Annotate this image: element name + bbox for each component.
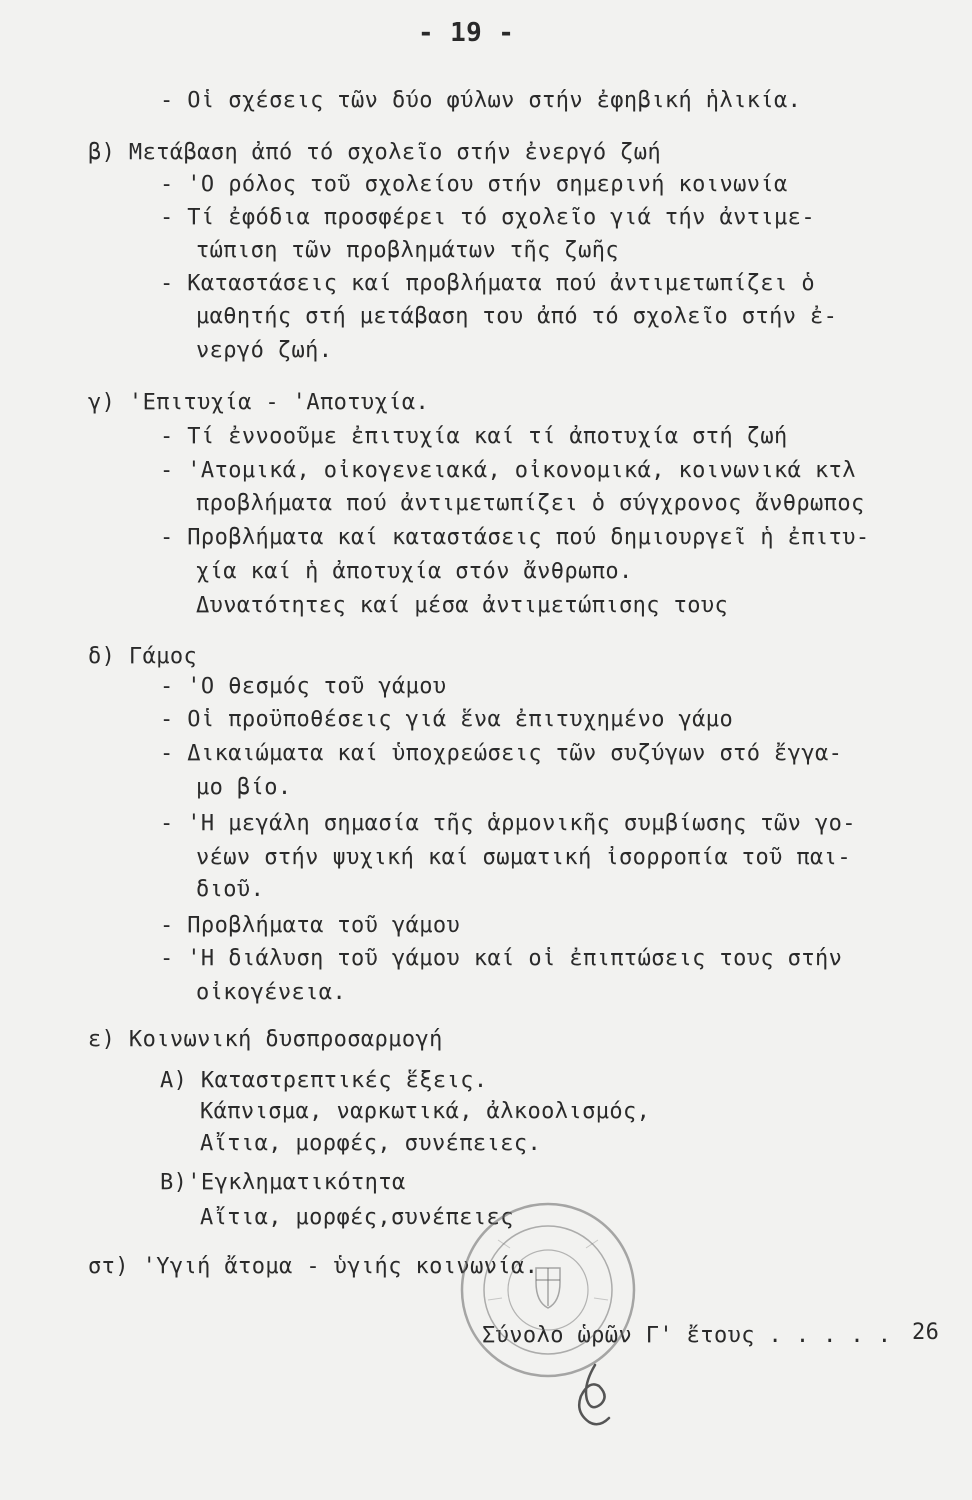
- total-hours-label: Σύνολο ὡρῶν Γ' ἔτους . . . . .: [482, 1323, 892, 1348]
- text-line: - Προβλήματα καί καταστάσεις πού δημιουργεῖ ἡ ἐπιτυ-: [160, 525, 870, 550]
- text-line: Α) Καταστρεπτικές ἕξεις.: [160, 1068, 488, 1093]
- text-line: - 'Η διάλυση τοῦ γάμου καί οἱ ἐπιπτώσεις τους στήν: [160, 946, 843, 971]
- section-heading-e: ε) Κοινωνική δυσπροσαρμογή: [88, 1027, 443, 1052]
- page-number: - 19 -: [418, 18, 515, 48]
- text-line: μαθητής στή μετάβαση του ἀπό τό σχολεῖο στήν ἐ-: [196, 304, 838, 329]
- text-line: προβλήματα πού ἀντιμετωπίζει ὁ σύγχρονος ἄνθρωπος: [196, 491, 865, 516]
- total-hours-value: 26: [912, 1320, 940, 1345]
- text-line: Δυνατότητες καί μέσα ἀντιμετώπισης τους: [196, 593, 729, 618]
- text-line: - Δικαιώματα καί ὑποχρεώσεις τῶν συζύγων στό ἔγγα-: [160, 741, 843, 766]
- text-line: Β)'Εγκληματικότητα: [160, 1170, 406, 1195]
- text-line: Αἴτια, μορφές,συνέπειες: [200, 1205, 514, 1230]
- text-line: - Προβλήματα τοῦ γάμου: [160, 913, 461, 938]
- section-heading-f: στ) 'Υγιή ἄτομα - ὑγιής κοινωνία.: [88, 1254, 539, 1279]
- text-line: νέων στήν ψυχική καί σωματική ἰσορροπία τοῦ παι-: [196, 845, 851, 870]
- section-heading-c: γ) 'Επιτυχία - 'Αποτυχία.: [88, 390, 430, 415]
- text-line: μο βίο.: [196, 775, 292, 800]
- text-line: διοῦ.: [196, 877, 265, 902]
- text-line: τώπιση τῶν προβλημάτων τῆς ζωῆς: [196, 238, 619, 263]
- text-line: - Οἱ σχέσεις τῶν δύο φύλων στήν ἐφηβική ἡλικία.: [160, 88, 802, 113]
- text-line: νεργό ζωή.: [196, 338, 333, 363]
- section-heading-d: δ) Γάμος: [88, 644, 198, 669]
- section-heading-b: β) Μετάβαση ἀπό τό σχολεῖο στήν ἐνεργό ζωή: [88, 140, 662, 165]
- text-line: Κάπνισμα, ναρκωτικά, ἀλκοολισμός,: [200, 1099, 651, 1124]
- text-line: - 'Ο θεσμός τοῦ γάμου: [160, 674, 447, 699]
- round-seal-icon: [458, 1200, 638, 1380]
- text-line: - Τί ἐφόδια προσφέρει τό σχολεῖο γιά τήν ἀντιμε-: [160, 205, 815, 230]
- text-line: - Τί ἐννοοῦμε ἐπιτυχία καί τί ἀποτυχία στή ζωή: [160, 424, 788, 449]
- text-line: - 'Η μεγάλη σημασία τῆς ἁρμονικῆς συμβίωσης τῶν γο-: [160, 811, 856, 836]
- text-line: - 'Ο ρόλος τοῦ σχολείου στήν σημερινή κοινωνία: [160, 172, 788, 197]
- text-line: χία καί ἡ ἀποτυχία στόν ἄνθρωπο.: [196, 559, 633, 584]
- text-line: - Καταστάσεις καί προβλήματα πού ἀντιμετωπίζει ὁ: [160, 271, 815, 296]
- text-line: - Οἱ προϋποθέσεις γιά ἕνα ἐπιτυχημένο γάμο: [160, 707, 734, 732]
- text-line: - 'Ατομικά, οἰκογενειακά, οἰκονομικά, κοινωνικά κτλ: [160, 458, 856, 483]
- text-line: Αἴτια, μορφές, συνέπειες.: [200, 1131, 542, 1156]
- text-line: οἰκογένεια.: [196, 980, 347, 1005]
- handwritten-signature-icon: [565, 1360, 625, 1430]
